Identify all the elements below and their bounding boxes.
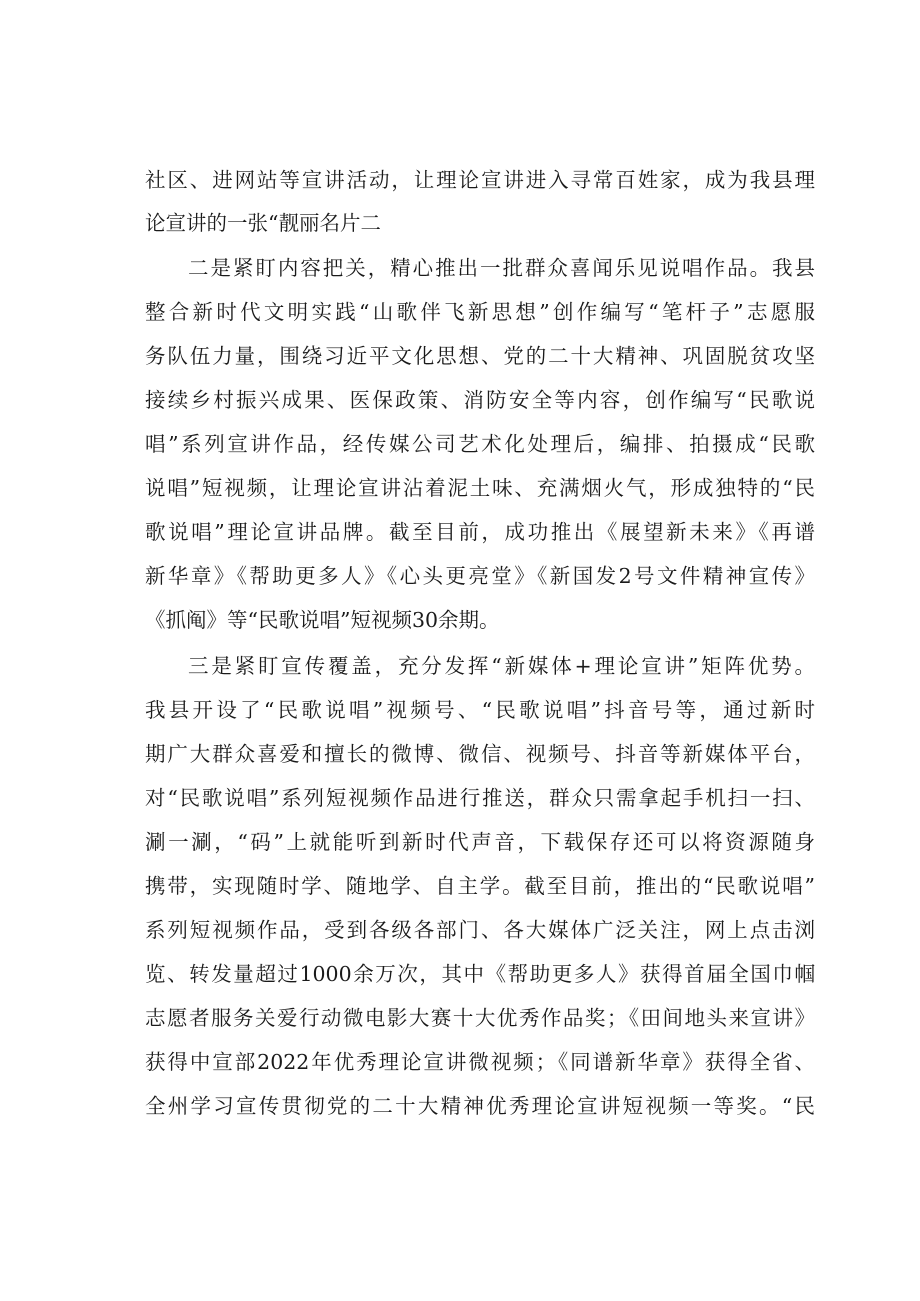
text-line: 接续乡村振兴成果、医保政策、消防安全等内容，创作编写“民歌说 [145,388,815,412]
text-line: 览、转发量超过1000余万次，其中《帮助更多人》获得首届全国巾帼 [145,962,815,986]
text-line: 务队伍力量，围绕习近平文化思想、党的二十大精神、巩固脱贫攻坚 [145,344,815,368]
text-line: 携带，实现随时学、随地学、自主学。截至目前，推出的“民歌说唱” [145,874,815,898]
text-line: 系列短视频作品，受到各级各部门、各大媒体广泛关注，网上点击浏 [145,918,815,942]
text-line: 志愿者服务关爱行动微电影大赛十大优秀作品奖；《田间地头来宣讲》 [145,1006,815,1030]
text-line: 涮一涮，“码”上就能听到新时代声音，下载保存还可以将资源随身 [145,830,815,854]
text-line: 我县开设了“民歌说唱”视频号、“民歌说唱”抖音号等，通过新时 [145,698,815,722]
text-line: 对“民歌说唱”系列短视频作品进行推送，群众只需拿起手机扫一扫、 [145,786,815,810]
text-line: 论宣讲的一张“靓丽名片二 [145,211,381,235]
text-line: 歌说唱”理论宣讲品牌。截至目前，成功推出《展望新未来》《再谱 [145,520,815,544]
text-line: 整合新时代文明实践“山歌伴飞新思想”创作编写“笔杆子”志愿服 [145,300,815,324]
text-line: 获得中宣部2022年优秀理论宣讲微视频；《同谱新华章》获得全省、 [145,1050,815,1074]
paragraph-first-line: 三是紧盯宣传覆盖，充分发挥“新媒体+理论宣讲”矩阵优势。 [188,654,815,678]
text-line: 全州学习宣传贯彻党的二十大精神优秀理论宣讲短视频一等奖。“民 [145,1094,815,1118]
text-line: 唱”系列宣讲作品，经传媒公司艺术化处理后，编排、拍摄成“民歌 [145,432,815,456]
text-line: 期广大群众喜爱和擅长的微博、微信、视频号、抖音等新媒体平台， [145,742,815,766]
text-line: 《抓阄》等“民歌说唱”短视频30余期。 [145,608,500,632]
paragraph-first-line: 二是紧盯内容把关，精心推出一批群众喜闻乐见说唱作品。我县 [188,256,815,280]
text-line: 社区、进网站等宣讲活动，让理论宣讲进入寻常百姓家，成为我县理 [145,168,815,192]
text-line: 新华章》《帮助更多人》《心头更亮堂》《新国发2号文件精神宣传》 [145,564,815,588]
text-line: 说唱”短视频，让理论宣讲沾着泥土味、充满烟火气，形成独特的“民 [145,476,815,500]
